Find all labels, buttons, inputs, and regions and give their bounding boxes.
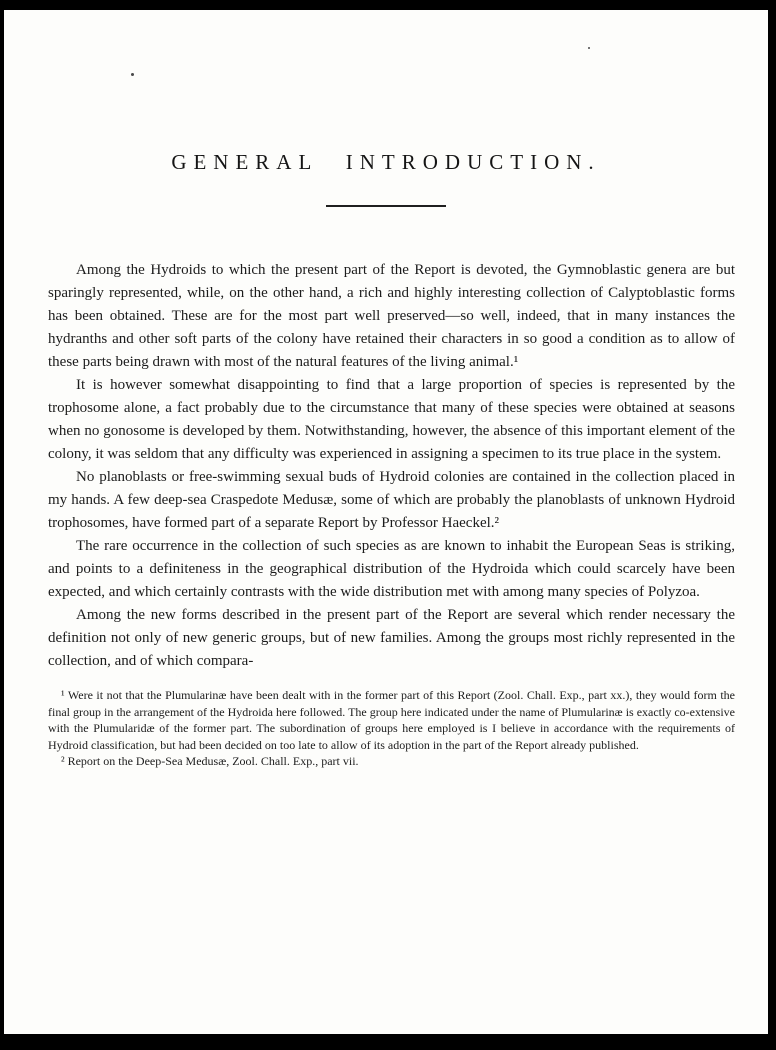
- title-divider: [326, 205, 446, 207]
- paragraph-4: The rare occurrence in the collection of such species as are known to inhabit the European Seas is striking, and points to a definiteness in the geographical distribution of the Hydroida which could scarcely have been expected, and which certainly contrasts with the wide distribution met with among many species of Polyzoa.: [48, 538, 735, 600]
- page-title: GENERAL INTRODUCTION.: [171, 150, 601, 174]
- footnote-2: ² Report on the Deep-Sea Medusæ, Zool. Chall. Exp., part vii.: [61, 754, 359, 768]
- footnotes: [4, 687, 768, 770]
- footnote-1: ¹ Were it not that the Plumularinæ have been dealt with in the former part of this Report (Zool. Chall. Exp., part xx.), they would form the final group in the arrangement of the Hydroida here followed. The group here indicated under the name of Plumularinæ is exactly co-extensive with the Plumularidæ of the former part. The subordination of groups here employed is I believe in accordance with the requirements of Hydroid classification, but had been decided on too late to allow of its adoption in the part of the Report already published.: [48, 688, 735, 752]
- scan-speck: [131, 73, 134, 76]
- body-text: [4, 259, 768, 673]
- paragraph-2: It is however somewhat disappointing to find that a large proportion of species is represented by the trophosome alone, a fact probably due to the circumstance that many of these species were obtained at seasons when no gonosome is developed by them. Notwithstanding, however, the absence of this important element of the colony, it was seldom that any difficulty was experienced in assigning a specimen to its true place in the system.: [48, 377, 735, 462]
- paragraph-5: Among the new forms described in the present part of the Report are several which render necessary the definition not only of new generic groups, but of new families. Among the groups most richly represented in the collection, and of which compara-: [48, 607, 735, 669]
- paragraph-3: No planoblasts or free-swimming sexual buds of Hydroid colonies are contained in the collection placed in my hands. A few deep-sea Craspedote Medusæ, some of which are probably the planoblasts of unknown Hydroid trophosomes, have formed part of a separate Report by Professor Haeckel.²: [48, 469, 735, 531]
- book-page: [4, 10, 768, 1034]
- paragraph-1: Among the Hydroids to which the present part of the Report is devoted, the Gymnoblastic genera are but sparingly represented, while, on the other hand, a rich and highly interesting collection of Calyptoblastic forms has been obtained. These are for the most part well preserved—so well, indeed, that in many instances the hydranths and other soft parts of the colony have retained their characters in so good a condition as to allow of these parts being drawn with most of the natural features of the living animal.¹: [48, 262, 735, 370]
- scan-speck: [588, 47, 590, 49]
